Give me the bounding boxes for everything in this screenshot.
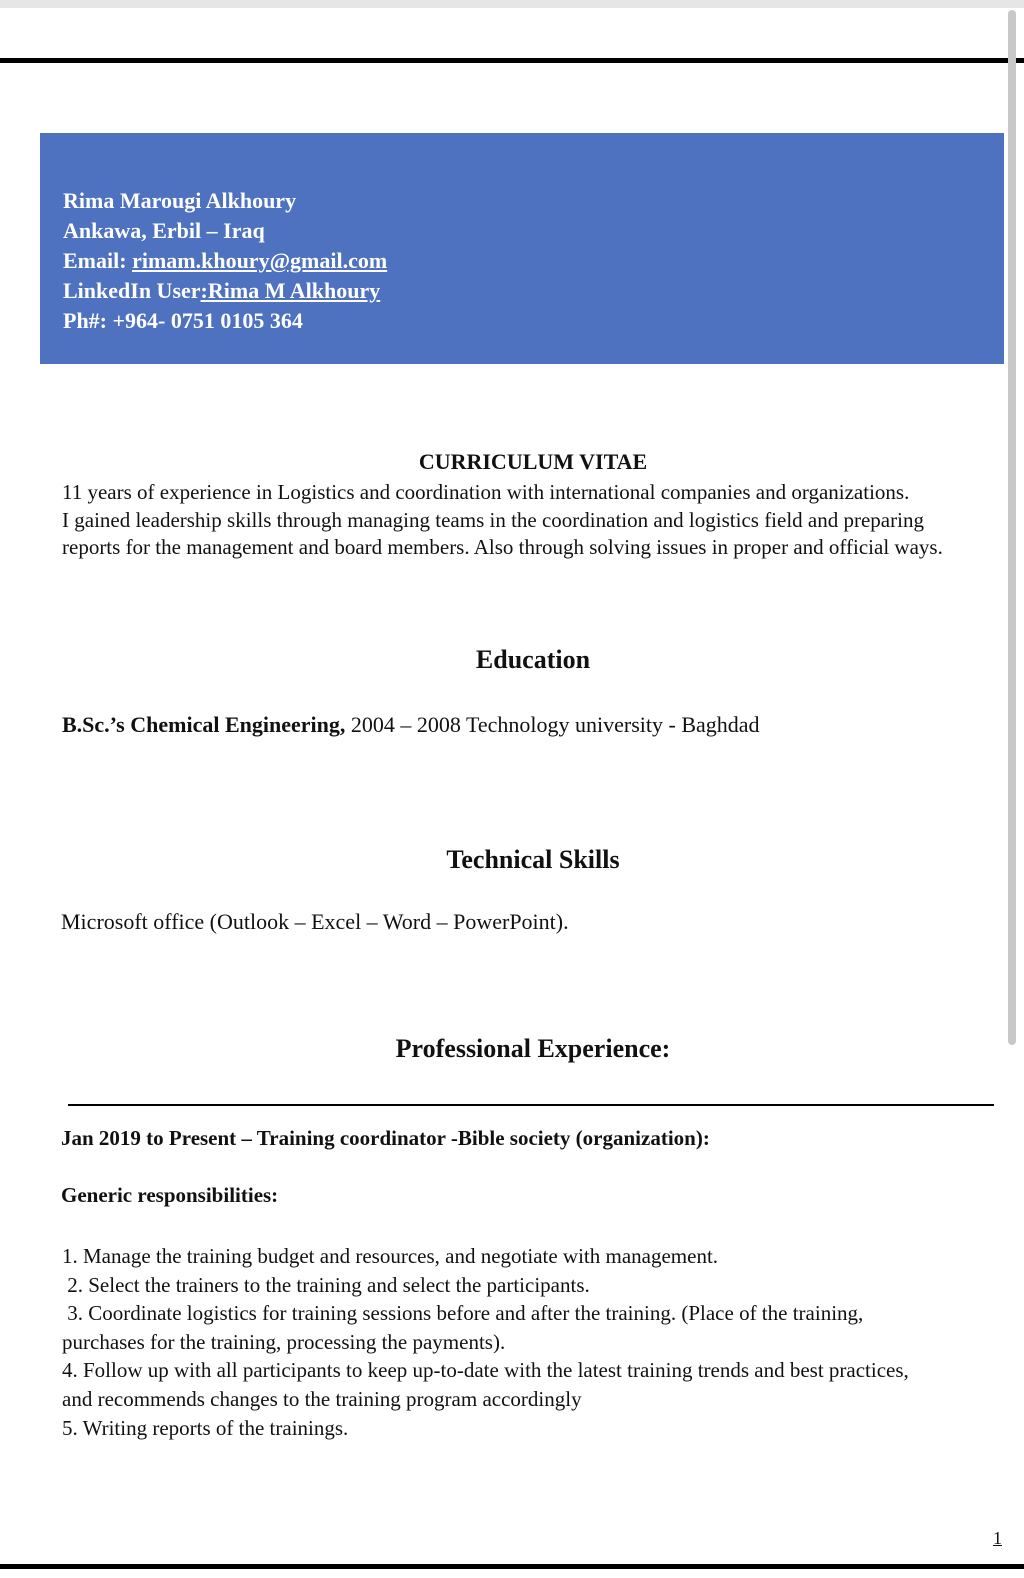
degree-details: 2004 – 2008 Technology university - Baghdad bbox=[345, 712, 760, 737]
job-title: Jan 2019 to Present – Training coordinator -Bible society (organization): bbox=[61, 1126, 710, 1150]
viewer-top-strip bbox=[0, 0, 1024, 8]
cv-title: CURRICULUM VITAE bbox=[418, 449, 648, 474]
linkedin-link[interactable]: :Rima M Alkhoury bbox=[200, 278, 381, 303]
summary-line: 11 years of experience in Logistics and coordination with international companies and organizations. bbox=[62, 480, 910, 504]
skills-entry: Microsoft office (Outlook – Excel – Word – PowerPoint). bbox=[61, 909, 569, 934]
list-item: and recommends changes to the training program accordingly bbox=[62, 1386, 582, 1411]
page-top-border bbox=[0, 58, 1024, 63]
list-item: 2. Select the trainers to the training and select the participants. bbox=[62, 1272, 590, 1297]
list-item: 4. Follow up with all participants to keep up-to-date with the latest training trends and best practices, bbox=[62, 1358, 909, 1383]
page-number: 1 bbox=[993, 1528, 1002, 1548]
list-item: 1. Manage the training budget and resources, and negotiate with management. bbox=[62, 1244, 719, 1268]
list-item: purchases for the training, processing the payments). bbox=[62, 1329, 506, 1354]
responsibilities-list bbox=[62, 1242, 1012, 1442]
experience-heading: Professional Experience: bbox=[395, 1034, 671, 1063]
phone-line: Ph#: +964- 0751 0105 364 bbox=[63, 308, 303, 333]
candidate-name: Rima Marougi Alkhoury bbox=[63, 188, 297, 213]
page-bottom-border bbox=[0, 1564, 1024, 1569]
responsibilities-label: Generic responsibilities: bbox=[61, 1183, 279, 1207]
linkedin-line bbox=[63, 276, 1004, 306]
degree: B.Sc.’s Chemical Engineering, bbox=[62, 712, 346, 737]
list-item: 3. Coordinate logistics for training sessions before and after the training. (Place of the training, bbox=[62, 1301, 864, 1326]
candidate-address: Ankawa, Erbil – Iraq bbox=[63, 218, 265, 243]
email-label: Email: bbox=[63, 248, 133, 273]
education-heading: Education bbox=[475, 645, 591, 674]
linkedin-label: LinkedIn User bbox=[63, 278, 201, 303]
education-entry bbox=[62, 712, 760, 738]
list-item: 5. Writing reports of the trainings. bbox=[62, 1415, 349, 1440]
email-link[interactable]: rimam.khoury@gmail.com bbox=[132, 248, 388, 273]
skills-heading: Technical Skills bbox=[446, 845, 620, 874]
summary-line: I gained leadership skills through managing teams in the coordination and logistics field and preparing bbox=[62, 507, 924, 532]
contact-header bbox=[40, 133, 1004, 364]
summary bbox=[62, 479, 1012, 562]
summary-line: reports for the management and board members. Also through solving issues in proper and official ways. bbox=[62, 535, 943, 559]
email-line bbox=[63, 246, 1004, 276]
section-divider bbox=[68, 1104, 994, 1106]
